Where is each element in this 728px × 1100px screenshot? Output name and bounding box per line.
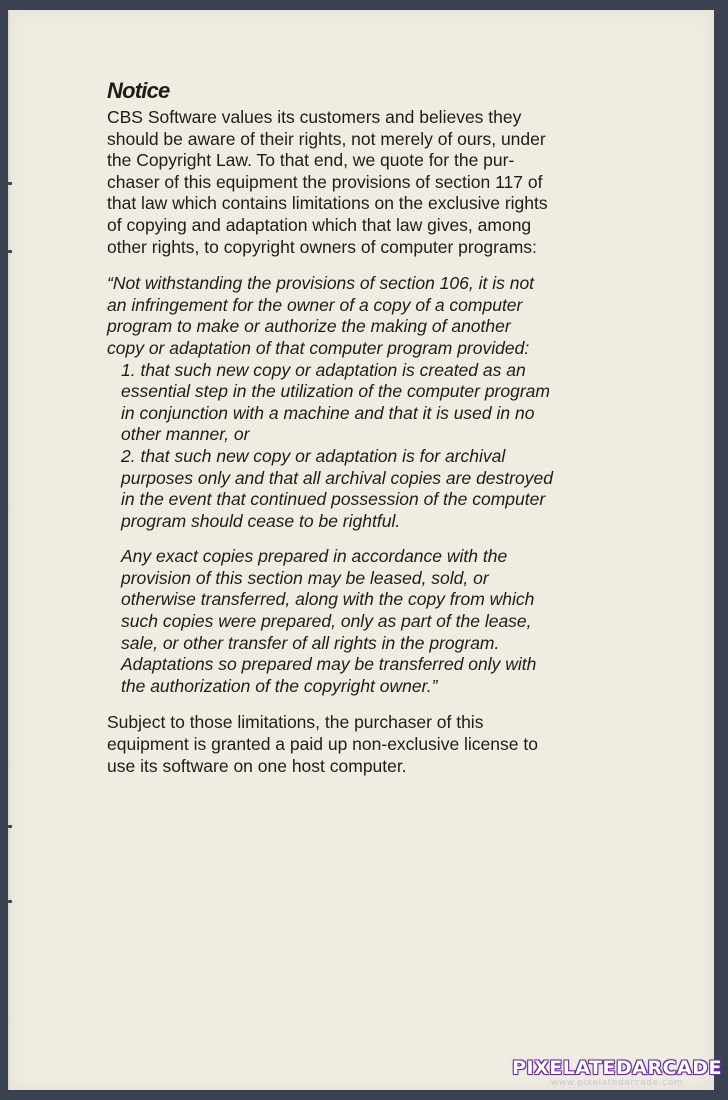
- intro-line: CBS Software values its customers and believes they: [107, 107, 522, 127]
- item-line: program should cease to be rightful.: [121, 510, 401, 531]
- item-line: other manner, or: [121, 424, 250, 445]
- binding-hole-mark: [8, 900, 12, 903]
- item-line: 1. that such new copy or adaptation is created as an: [121, 359, 526, 380]
- quote-line: an infringement for the owner of a copy of a computer: [107, 294, 523, 315]
- quote-line: “Not withstanding the provisions of section 106, it is not: [107, 273, 535, 294]
- notice-content: [107, 78, 647, 777]
- intro-line: other rights, to copyright owners of computer programs:: [107, 236, 537, 257]
- manual-page: [8, 10, 714, 1090]
- quote-line: program to make or authorize the making of another: [107, 316, 511, 337]
- binding-hole-mark: [8, 182, 12, 185]
- watermark-brand: PIXELATEDARCADE: [512, 1057, 722, 1079]
- intro-line: the Copyright Law. To that end, we quote for the pur-: [107, 150, 515, 171]
- copies-line: the authorization of the copyright owner.”: [121, 675, 438, 696]
- intro-line: should be aware of their rights, not merely of ours, under: [107, 128, 546, 149]
- copies-line: provision of this section may be leased, sold, or: [121, 567, 489, 588]
- copies-line: otherwise transferred, along with the copy from which: [121, 589, 535, 610]
- copies-line: Any exact copies prepared in accordance with the: [121, 546, 508, 567]
- item-line: in conjunction with a machine and that it is used in no: [121, 402, 535, 423]
- item-line: purposes only and that all archival copies are destroyed: [121, 467, 553, 488]
- notice-title: Notice: [107, 78, 170, 103]
- intro-paragraph: [107, 107, 647, 258]
- pixelatedarcade-watermark: [512, 1058, 722, 1088]
- item-line: 2. that such new copy or adaptation is for archival: [121, 445, 506, 466]
- watermark-url: www.pixelatedarcade.com: [550, 1078, 684, 1088]
- intro-line: chaser of this equipment the provisions of section 117 of: [107, 171, 543, 192]
- closing-line: use its software on one host computer.: [107, 755, 407, 776]
- copies-line: sale, or other transfer of all rights in the program.: [121, 632, 500, 653]
- copies-line: such copies were prepared, only as part of the lease,: [121, 611, 532, 632]
- item-line: essential step in the utilization of the computer program: [121, 381, 550, 402]
- quote-item-2: [107, 446, 647, 532]
- closing-paragraph: [107, 712, 647, 777]
- item-line: in the event that continued possession of the computer: [121, 489, 546, 510]
- quote-copies-paragraph: [107, 546, 647, 697]
- quote-line: copy or adaptation of that computer program provided:: [107, 337, 530, 358]
- quote-item-1: [107, 360, 647, 446]
- binding-hole-mark: [8, 250, 12, 253]
- copies-line: Adaptations so prepared may be transferred only with: [121, 654, 537, 675]
- section-117-quote: [107, 273, 647, 697]
- intro-line: of copying and adaptation which that law gives, among: [107, 214, 532, 235]
- binding-hole-mark: [8, 825, 12, 828]
- closing-line: Subject to those limitations, the purchaser of this: [107, 712, 484, 733]
- intro-line: that law which contains limitations on the exclusive rights: [107, 193, 548, 214]
- closing-line: equipment is granted a paid up non-exclusive license to: [107, 734, 538, 755]
